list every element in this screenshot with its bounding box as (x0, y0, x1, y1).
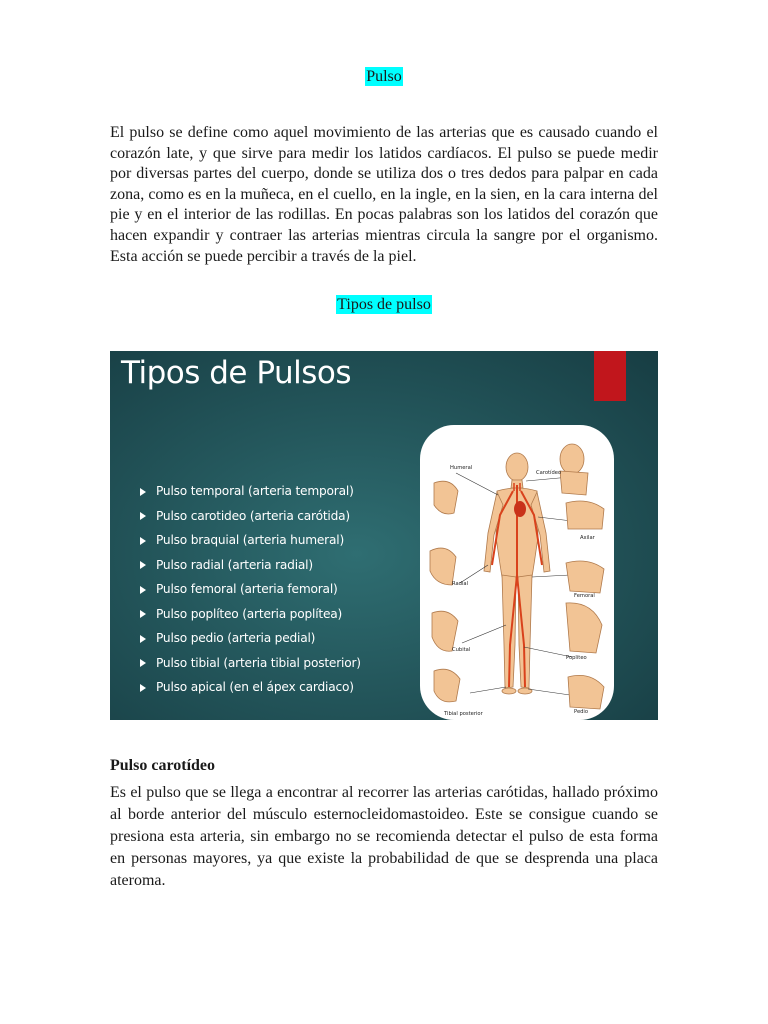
label-axilar: Axilar (580, 535, 595, 541)
anatomy-illustration (420, 425, 614, 720)
subtitle-line (0, 296, 768, 314)
list-item: Pulso radial (arteria radial) (140, 553, 361, 578)
list-item: Pulso apical (en el ápex cardiaco) (140, 675, 361, 700)
label-tibial: Tibial posterior (444, 711, 483, 717)
slide-red-accent (594, 351, 626, 401)
heart-icon (514, 501, 526, 517)
list-item: Pulso poplíteo (arteria poplítea) (140, 602, 361, 627)
list-item: Pulso pedio (arteria pedial) (140, 626, 361, 651)
bullet-icon (140, 635, 146, 643)
bullet-icon (140, 537, 146, 545)
label-femoral: Femoral (574, 593, 595, 599)
bullet-icon (140, 561, 146, 569)
title-line (0, 68, 768, 86)
list-item: Pulso braquial (arteria humeral) (140, 528, 361, 553)
label-radial: Radial (452, 581, 469, 587)
pulse-types-slide (110, 351, 658, 720)
bullet-icon (140, 610, 146, 618)
label-pedio: Pedio (574, 709, 589, 715)
bullet-icon (140, 488, 146, 496)
bullet-icon (140, 586, 146, 594)
section-heading: Pulso carotídeo (110, 757, 216, 774)
page-title: Pulso (366, 68, 402, 85)
bullet-icon (140, 659, 146, 667)
label-humeral: Humeral (450, 465, 473, 471)
slide-title: Tipos de Pulsos (121, 355, 352, 391)
label-cubital: Cubital (452, 647, 471, 653)
list-item: Pulso tibial (arteria tibial posterior) (140, 651, 361, 676)
bullet-icon (140, 512, 146, 520)
section-paragraph: Es el pulso que se llega a encontrar al recorrer las arterias carótidas, hallado próximo al borde anterior del músculo esternocleidomastoideo. Este se consigue cuando se presiona esta arteria, sin embargo no se recomienda detectar el pulso de esta forma en personas mayores, ya que existe la probabilidad de que se desprenda una placa ateroma. (110, 784, 658, 889)
body-pulse-points-figure (420, 425, 614, 720)
list-item: Pulso temporal (arteria temporal) (140, 479, 361, 504)
label-carotideo: Carotídeo (536, 470, 562, 476)
list-item: Pulso femoral (arteria femoral) (140, 577, 361, 602)
section-subtitle: Tipos de pulso (337, 296, 431, 313)
label-popliteo: Popliteo (566, 655, 587, 661)
pulse-types-list (140, 479, 361, 700)
intro-paragraph: El pulso se define como aquel movimiento de las arterias que es causado cuando el corazón late, y que sirve para medir los latidos cardíacos. El pulso se puede medir por diversas partes del cuerpo, donde se utiliza dos o tres dedos para palpar en cada zona, como es en la muñeca, en el cuello, en la ingle, en la sien, en la cara interna del pie y en el interior de las rodillas. En pocas palabras son los latidos del corazón que hacen expandir y contraer las arterias mientras circula la sangre por el organismo. Esta acción se puede percibir a través de la piel. (110, 124, 658, 265)
bullet-icon (140, 684, 146, 692)
list-item: Pulso carotideo (arteria carótida) (140, 504, 361, 529)
